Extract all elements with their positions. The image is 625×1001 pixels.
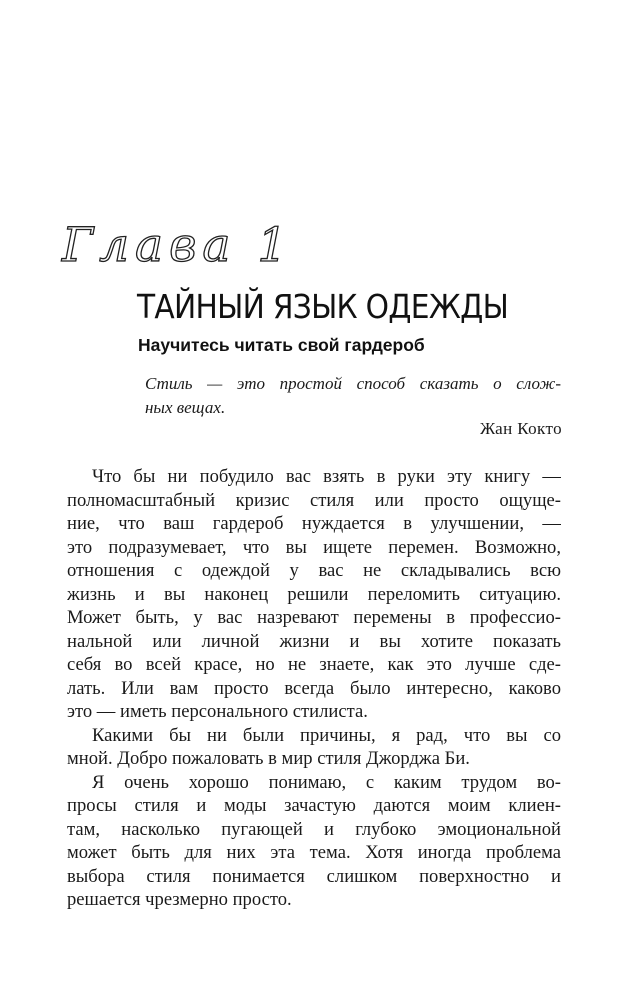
paragraph-line: ние, что ваш гардероб нуждается в улучшении, — <box>67 513 561 534</box>
paragraph-line: это — иметь персонального стилиста. <box>67 701 368 722</box>
paragraph-line: отношения с одеждой у вас не складывались всю <box>67 560 561 581</box>
paragraph <box>67 465 561 724</box>
paragraph-line: Может быть, у вас назревают перемены в профессио- <box>67 607 561 628</box>
body-text <box>67 465 561 912</box>
paragraph-line: полномасштабный кризис стиля или просто ощуще- <box>67 489 561 511</box>
paragraph-line: нальной или личной жизни и вы хотите показать <box>67 630 561 652</box>
paragraph-line: решается чрезмерно просто. <box>67 889 292 910</box>
epigraph-author: Жан Кокто <box>479 419 562 438</box>
paragraph-line: просы стиля и моды зачастую даются моим клиен- <box>67 795 561 816</box>
paragraph-line: мной. Добро пожаловать в мир стиля Джорджа Би. <box>67 748 470 769</box>
paragraph-line: Я очень хорошо понимаю, с каким трудом во- <box>92 771 561 793</box>
paragraph-line: выбора стиля понимается слишком поверхностно и <box>67 865 561 887</box>
paragraph-line: там, насколько пугающей и глубоко эмоциональной <box>67 818 561 840</box>
chapter-subtitle: Научитесь читать свой гардероб <box>138 335 425 355</box>
paragraph-line: лать. Или вам просто всегда было интересно, каково <box>67 677 561 699</box>
chapter-title: ТАЙНЫЙ ЯЗЫК ОДЕЖДЫ <box>137 287 509 326</box>
paragraph-line: может быть для них эта тема. Хотя иногда проблема <box>67 842 561 863</box>
chapter-label: Глава 1 <box>62 218 294 273</box>
paragraph <box>67 724 561 771</box>
paragraph-line: Какими бы ни были причины, я рад, что вы со <box>92 724 561 746</box>
paragraph <box>67 771 561 912</box>
paragraph-line: жизнь и вы наконец решили переломить ситуацию. <box>67 583 561 605</box>
epigraph-line: Стиль — это простой способ сказать о слож- <box>145 374 561 393</box>
paragraph-line: себя во всей красе, но не знаете, как это лучше сде- <box>67 654 561 675</box>
paragraph-line: это подразумевает, что вы ищете перемен. Возможно, <box>67 536 561 558</box>
paragraph-line: Что бы ни побудило вас взять в руки эту книгу — <box>92 466 561 487</box>
epigraph-line: ных вещах. <box>145 398 226 417</box>
epigraph <box>145 372 561 420</box>
